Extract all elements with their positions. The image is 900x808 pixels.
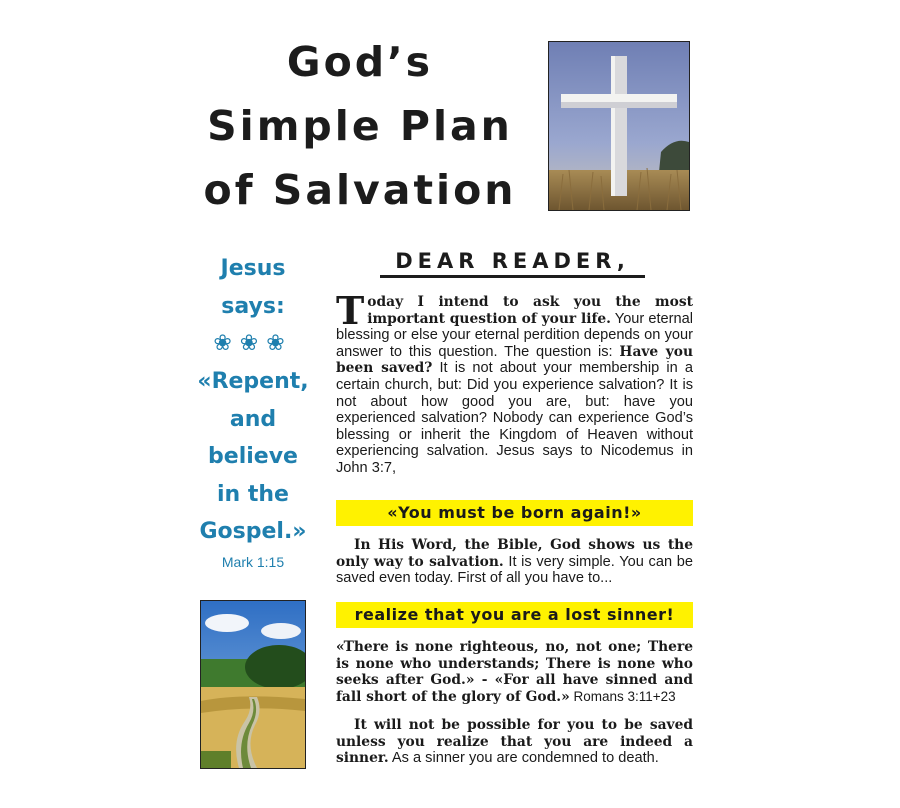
quote-line-2: and	[229, 406, 277, 432]
sinner-text: As a sinner you are condemned to death.	[388, 750, 659, 767]
scripture-paragraph	[336, 639, 693, 705]
sidebar-line-jesus: Jesus	[220, 256, 286, 281]
quote-reference: Mark 1:15	[221, 553, 285, 570]
banner-lost-sinner: realize that you are a lost sinner!	[336, 602, 693, 628]
intro-question: Have you been saved?	[336, 343, 693, 377]
quote-line-4: in the	[217, 481, 289, 507]
sidebar-line-says: says:	[221, 293, 285, 319]
cross-photo	[548, 41, 690, 211]
quote-line-1: «Repent,	[197, 369, 309, 394]
scripture-reference: Romans 3:11+23	[569, 688, 676, 704]
sinner-bold: It will not be possible for you to be saved unless you realize that you are indeed a sinner.	[336, 717, 693, 767]
salvation-paragraph	[336, 537, 693, 587]
title-line-1: God’s	[286, 38, 434, 86]
salvation-bold: In His Word, the Bible, God shows us the only way to salvation.	[336, 537, 693, 570]
quote-line-5: Gospel.»	[199, 519, 307, 544]
drop-cap: T	[336, 288, 365, 333]
flower-ornament-icon: ❀❀❀	[213, 331, 293, 356]
intro-paragraph	[336, 288, 693, 477]
intro-bold-lead: oday I intend to ask you the most important question of your life.	[367, 294, 693, 327]
sidebar-quote	[196, 250, 310, 573]
page-title	[190, 30, 530, 222]
salvation-text: It is very simple. You can be saved even today. First of all you have to...	[336, 553, 693, 587]
intro-text-2: It is not about your membership in a certain church, but: Did you experience salvation? It is not about how good you are, but: have you experienced salvation? Nobody can experience God’s blessing or inherit the Kingdom of Heaven without experiencing salvation. Jesus says to Nicodemus in John 3:7,	[336, 360, 693, 476]
quote-line-3: believe	[208, 444, 298, 469]
country-path-photo	[200, 600, 306, 769]
banner-born-again: «You must be born again!»	[336, 500, 693, 526]
title-line-2: Simple Plan	[207, 102, 513, 150]
sinner-paragraph	[336, 717, 693, 767]
title-line-3: of Salvation	[203, 166, 517, 214]
intro-text-1: Your eternal blessing or else your eternal perdition depends on your answer to this question. The question is:	[336, 310, 693, 360]
scripture-quote: «There is none righteous, no, not one; There is none who understands; There is none who seeks after God.» - «For all have sinned and fall short of the glory of God.»	[336, 639, 693, 705]
dear-reader-heading: DEAR READER,	[380, 249, 645, 278]
